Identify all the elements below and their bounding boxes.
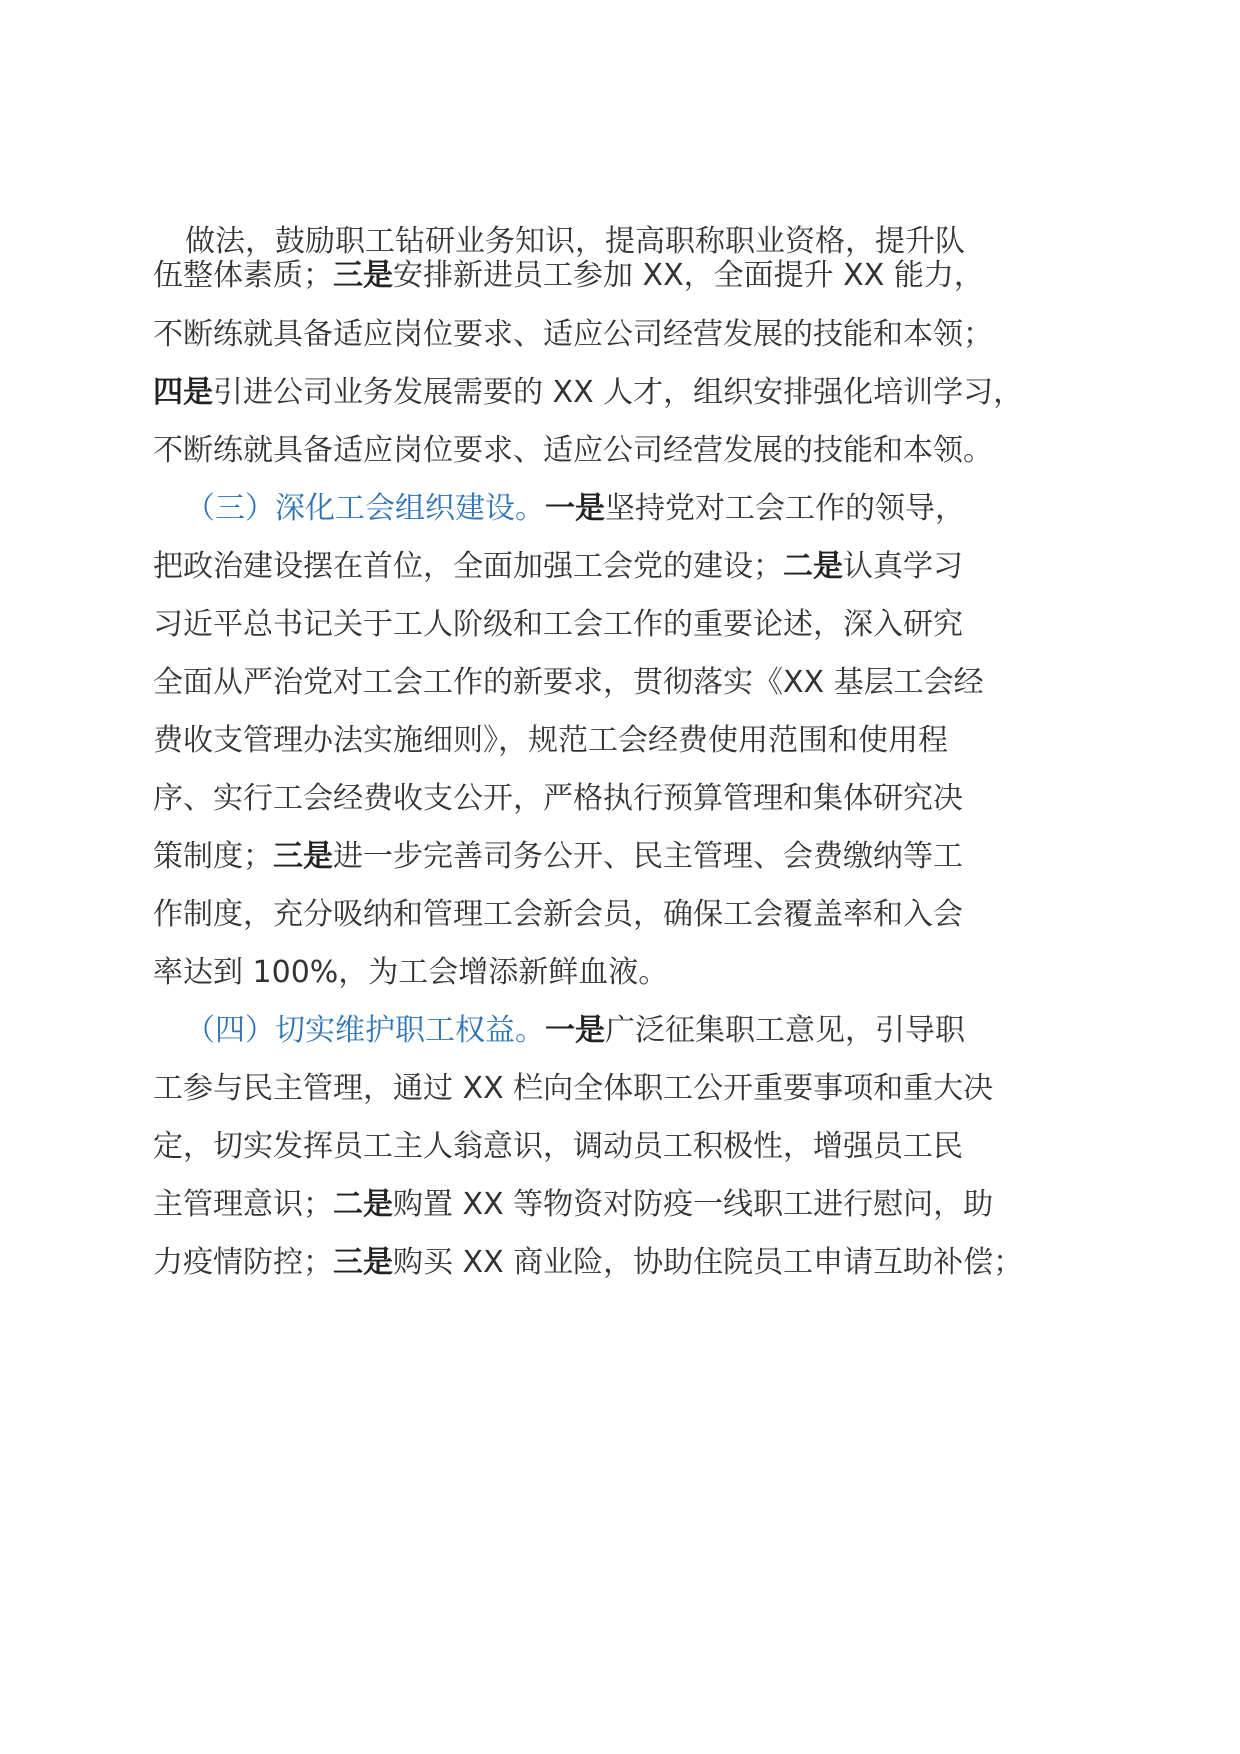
text-run: 把政治建设摆在首位，全面加强工会党的建设； xyxy=(153,549,783,584)
body-line xyxy=(153,360,1113,426)
body-line xyxy=(153,418,1113,484)
section-heading: （三）深化工会组织建设。 xyxy=(185,491,545,526)
bold-lead: 一是 xyxy=(545,1013,605,1048)
text-run: 作制度，充分吸纳和管理工会新会员，确保工会覆盖率和入会 xyxy=(153,897,963,932)
body-line xyxy=(153,1114,1113,1180)
text-run: 购买 XX 商业险，协助住院员工申请互助补偿； xyxy=(393,1245,1024,1280)
body-line xyxy=(153,1172,1113,1238)
bold-lead: 一是 xyxy=(545,491,605,526)
text-run: 进一步完善司务公开、民主管理、会费缴纳等工 xyxy=(333,839,963,874)
section-heading: （四）切实维护职工权益。 xyxy=(185,1013,545,1048)
text-run: 定，切实发挥员工主人翁意识，调动员工积极性，增强员工民 xyxy=(153,1129,963,1164)
text-run: 不断练就具备适应岗位要求、适应公司经营发展的技能和本领； xyxy=(153,317,993,352)
body-line xyxy=(153,1230,1113,1296)
body-line xyxy=(153,940,1113,1006)
bold-lead: 三是 xyxy=(333,1245,393,1280)
body-line xyxy=(153,708,1113,774)
bold-lead: 二是 xyxy=(333,1187,393,1222)
text-run: 认真学习 xyxy=(843,549,963,584)
text-run: 安排新进员工参加 XX，全面提升 XX 能力， xyxy=(393,258,984,293)
text-run: 习近平总书记关于工人阶级和工会工作的重要论述，深入研究 xyxy=(153,607,963,642)
text-run: 广泛征集职工意见，引导职 xyxy=(605,1013,965,1048)
text-run: 工参与民主管理，通过 XX 栏向全体职工公开重要事项和重大决 xyxy=(153,1071,994,1106)
body-line xyxy=(153,650,1113,716)
body-line xyxy=(153,766,1113,832)
bold-lead: 二是 xyxy=(783,549,843,584)
text-run: 费收支管理办法实施细则》，规范工会经费使用范围和使用程 xyxy=(153,723,948,758)
body-line xyxy=(153,534,1113,600)
text-run: 力疫情防控； xyxy=(153,1245,333,1280)
text-run: 率达到 100%，为工会增添新鲜血液。 xyxy=(153,955,669,990)
body-line xyxy=(153,592,1113,658)
bold-lead: 三是 xyxy=(273,839,333,874)
section-heading-line xyxy=(185,476,1145,542)
section-heading-line xyxy=(185,998,1145,1064)
body-line xyxy=(153,882,1113,948)
text-run: 购置 XX 等物资对防疫一线职工进行慰问，助 xyxy=(393,1187,994,1222)
text-run: 坚持党对工会工作的领导， xyxy=(605,491,965,526)
body-line xyxy=(153,1056,1113,1122)
body-line xyxy=(153,243,1113,309)
text-run: 伍整体素质； xyxy=(153,258,333,293)
body-line xyxy=(153,302,1113,368)
text-run: 策制度； xyxy=(153,839,273,874)
bold-lead: 四是 xyxy=(153,375,213,410)
text-run: 序、实行工会经费收支公开，严格执行预算管理和集体研究决 xyxy=(153,781,963,816)
text-run: 全面从严治党对工会工作的新要求，贯彻落实《XX 基层工会经 xyxy=(153,665,984,700)
text-run: 主管理意识； xyxy=(153,1187,333,1222)
text-run: 不断练就具备适应岗位要求、适应公司经营发展的技能和本领。 xyxy=(153,433,993,468)
body-line xyxy=(153,824,1113,890)
text-run: 做法，鼓励职工钻研业务知识，提高职称职业资格，提升队 xyxy=(185,224,965,259)
text-run: 引进公司业务发展需要的 XX 人才，组织安排强化培训学习， xyxy=(213,375,1024,410)
bold-lead: 三是 xyxy=(333,258,393,293)
